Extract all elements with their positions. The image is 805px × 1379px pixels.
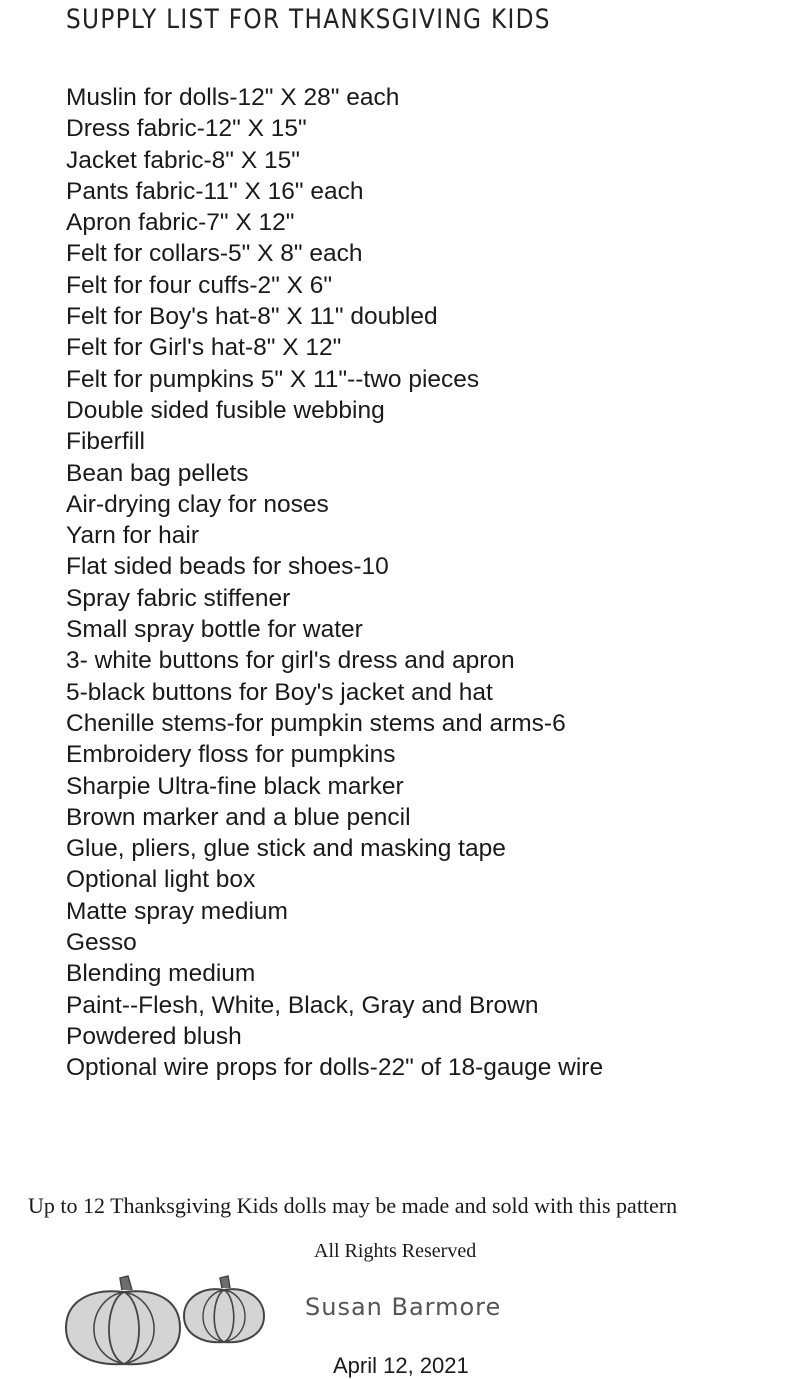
supply-item: Felt for Boy's hat-8" X 11" doubled — [66, 303, 438, 331]
usage-notice: Up to 12 Thanksgiving Kids dolls may be made and sold with this pattern — [28, 1193, 678, 1218]
large-pumpkin-icon — [66, 1276, 180, 1364]
supply-item: Blending medium — [66, 960, 256, 988]
supply-item: 5-black buttons for Boy's jacket and hat — [66, 678, 493, 706]
supply-item: Fiberfill — [66, 428, 145, 456]
supply-item: Air-drying clay for noses — [66, 490, 329, 518]
supply-item: Powdered blush — [66, 1022, 242, 1050]
supply-item: Small spray bottle for water — [66, 616, 363, 644]
supply-item: Jacket fabric-8" X 15" — [66, 146, 300, 174]
supply-item: Apron fabric-7" X 12" — [66, 209, 295, 237]
rights-notice: All Rights Reserved — [314, 1240, 477, 1262]
supply-item: Gesso — [66, 929, 137, 957]
supply-item: Sharpie Ultra-fine black marker — [66, 772, 404, 800]
supply-item: Chenille stems-for pumpkin stems and arms-6 — [66, 709, 566, 737]
supply-item: 3- white buttons for girl's dress and apron — [66, 647, 515, 675]
supply-item: Yarn for hair — [66, 522, 199, 550]
supply-item: Pants fabric-11" X 16" each — [66, 177, 364, 205]
supply-item: Matte spray medium — [66, 897, 288, 925]
supply-item: Felt for Girl's hat-8" X 12" — [66, 334, 342, 362]
supply-item: Muslin for dolls-12" X 28" each — [66, 84, 400, 111]
pumpkins-illustration — [62, 1270, 272, 1370]
small-pumpkin-icon — [184, 1276, 264, 1342]
supply-item: Bean bag pellets — [66, 459, 249, 487]
supply-item: Double sided fusible webbing — [66, 396, 385, 424]
supply-item: Brown marker and a blue pencil — [66, 803, 411, 831]
supply-item: Dress fabric-12" X 15" — [66, 115, 307, 143]
supply-item: Felt for pumpkins 5" X 11"--two pieces — [66, 365, 480, 393]
supply-item: Felt for collars-5" X 8" each — [66, 240, 363, 268]
supply-item: Glue, pliers, glue stick and masking tape — [66, 835, 506, 863]
supply-item: Felt for four cuffs-2" X 6" — [66, 271, 333, 299]
supply-item: Optional wire props for dolls-22" of 18-gauge wire — [66, 1054, 604, 1082]
page-title: SUPPLY LIST FOR THANKSGIVING KIDS — [66, 4, 551, 35]
supply-list — [66, 82, 603, 1084]
author-name: Susan Barmore — [305, 1293, 502, 1321]
supply-item: Paint--Flesh, White, Black, Gray and Brown — [66, 991, 539, 1019]
supply-item: Optional light box — [66, 866, 256, 894]
supply-item: Spray fabric stiffener — [66, 584, 291, 612]
supply-item: Embroidery floss for pumpkins — [66, 741, 396, 769]
supply-item: Flat sided beads for shoes-10 — [66, 553, 389, 581]
date: April 12, 2021 — [333, 1353, 469, 1378]
